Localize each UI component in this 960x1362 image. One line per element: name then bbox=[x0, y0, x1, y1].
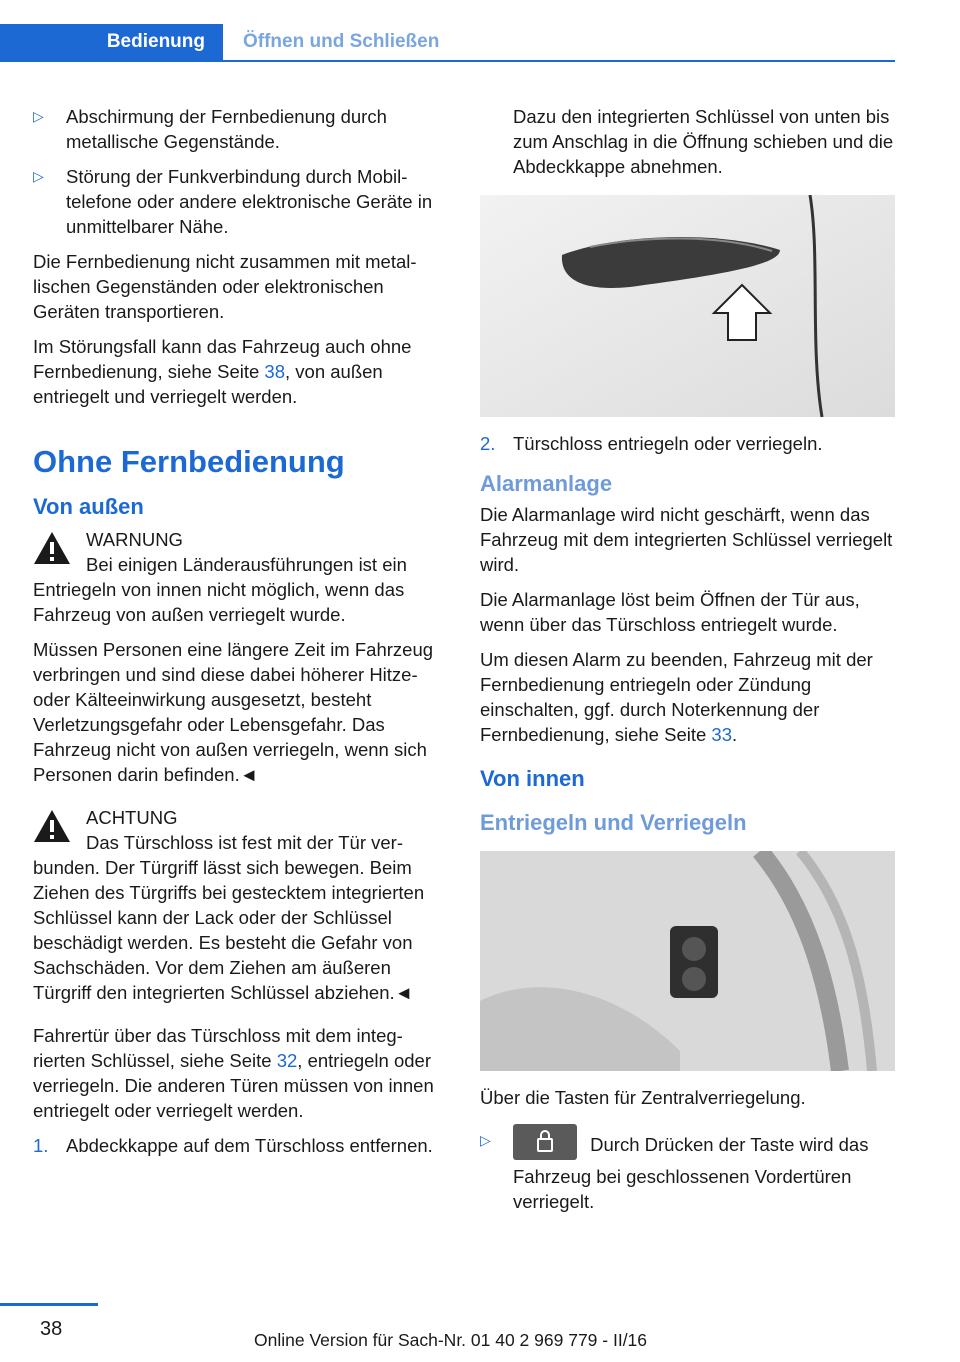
page-link[interactable]: 32 bbox=[276, 1050, 298, 1071]
right-column bbox=[480, 104, 895, 1224]
page-link[interactable]: 33 bbox=[711, 724, 732, 745]
list-item bbox=[33, 164, 448, 239]
left-column bbox=[33, 104, 448, 1168]
warning-block bbox=[33, 527, 448, 552]
page-number: 38 bbox=[40, 1318, 63, 1340]
list-item-text: Abschirmung der Fernbedienung durch metallische Gegenstände. bbox=[66, 106, 387, 152]
section-heading: Ohne Fernbedienung bbox=[33, 444, 345, 479]
page-link[interactable]: 38 bbox=[264, 361, 285, 382]
step-number: 1. bbox=[33, 1135, 49, 1156]
header-tabbar bbox=[0, 0, 960, 62]
subsubsection-heading: Entriegeln und Verriegeln bbox=[480, 810, 747, 835]
step-continuation: Dazu den integrierten Schlüssel von unten bis zum Anschlag in die Öffnung schieben und die Abdeckkappe abnehmen. bbox=[513, 106, 894, 177]
warning-title: WARNUNG bbox=[86, 529, 183, 550]
step-item bbox=[33, 1133, 448, 1158]
caption: Über die Tasten für Zentralverriegelung. bbox=[480, 1087, 806, 1108]
caution-body: Das Türschloss ist fest mit der Tür verbunden. Der Türgriff lässt sich bewegen. Beim Ziehen des Türgriffs bei gestecktem integrierten Schlüssel kann der Lack oder der Schlüssel beschädigt werden. Es besteht die Gefahr von Sachschäden. Vor dem Ziehen am äußeren Türgriff den integrierten Schlüssel abziehen.◄ bbox=[33, 832, 425, 1003]
paragraph bbox=[33, 1023, 448, 1123]
lock-button-icon bbox=[513, 1124, 577, 1160]
header-rule bbox=[0, 60, 895, 62]
triangle-bullet-icon: ▷ bbox=[33, 168, 44, 184]
tab-bedienung[interactable]: Bedienung bbox=[0, 24, 223, 60]
warning-icon bbox=[33, 809, 71, 843]
warning-body: Bei einigen Länderausführungen ist ein Entriegeln von innen nicht möglich, wenn das Fahrzeug von außen verriegelt wurde. bbox=[33, 554, 407, 625]
door-panel-illustration bbox=[480, 851, 895, 1071]
list-item bbox=[480, 1128, 895, 1214]
alarm-heading: Alarmanlage bbox=[480, 471, 613, 496]
paragraph: Die Fernbedienung nicht zusammen mit metallischen Gegenständen oder elektronischen Geräten transportieren. bbox=[33, 251, 417, 322]
caution-block bbox=[33, 805, 448, 830]
triangle-bullet-icon: ▷ bbox=[33, 108, 44, 124]
door-handle-photo bbox=[480, 195, 895, 417]
list-item-text: Durch Drücken der Taste wird das Fahrzeug bei geschlossenen Vordertüren verriegelt. bbox=[513, 1133, 869, 1212]
text: Fahrertür über das Türschloss mit dem integrierten Schlüssel, siehe Seite bbox=[33, 1025, 403, 1071]
step-text: Türschloss entriegeln oder verriegeln. bbox=[513, 433, 823, 454]
tab-oeffnen-schliessen[interactable]: Öffnen und Schließen bbox=[243, 31, 440, 52]
footer-rule bbox=[0, 1303, 98, 1306]
subsection-heading: Von außen bbox=[33, 494, 144, 519]
text: Im Störungsfall kann das Fahrzeug auch ohne Fernbedienung, siehe Seite bbox=[33, 336, 412, 382]
list-item-content bbox=[513, 1128, 895, 1214]
caution-title: ACHTUNG bbox=[86, 807, 178, 828]
warning-icon bbox=[33, 531, 71, 565]
step-item bbox=[480, 431, 895, 456]
text: , entriegeln oder verriegeln. Die anderen Türen müssen von innen entriegelt oder verriegelt werden. bbox=[33, 1050, 434, 1121]
triangle-bullet-icon: ▷ bbox=[480, 1132, 491, 1148]
step-number: 2. bbox=[480, 433, 496, 454]
text: , von außen entriegelt und verriegelt werden. bbox=[33, 361, 383, 407]
warning-paragraph: Müssen Personen eine längere Zeit im Fahrzeug verbringen und sind diese dabei höherer Hitze- oder Kälteeinwirkung ausgesetzt, besteht Verletzungsgefahr oder Lebensgefahr. Das Fahrzeug nicht von außen verriegeln, wenn sich Personen darin befinden.◄ bbox=[33, 639, 434, 785]
door-buttons-photo bbox=[480, 851, 895, 1071]
step-text: Abdeckkappe auf dem Türschloss entfernen. bbox=[66, 1135, 433, 1156]
paragraph bbox=[480, 647, 895, 747]
paragraph: Die Alarmanlage löst beim Öffnen der Tür aus, wenn über das Türschloss entriegelt wurde. bbox=[480, 589, 860, 635]
text: Um diesen Alarm zu beenden, Fahrzeug mit der Fernbedienung entriegeln oder Zündung einschalten, ggf. durch Noterkennung der Fernbedienung, siehe Seite bbox=[480, 649, 873, 745]
door-handle-illustration bbox=[480, 195, 895, 417]
subsection-heading: Von innen bbox=[480, 766, 585, 791]
footer-online-version: Online Version für Sach-Nr. 01 40 2 969 779 - II/16 bbox=[254, 1330, 648, 1350]
text: . bbox=[732, 724, 738, 745]
paragraph: Die Alarmanlage wird nicht geschärft, wenn das Fahrzeug mit dem integrierten Schlüssel verriegelt wird. bbox=[480, 504, 893, 575]
list-item-text: Störung der Funkverbindung durch Mobiltelefone oder andere elektronische Geräte in unmittelbarer Nähe. bbox=[66, 166, 433, 237]
list-item bbox=[33, 104, 448, 154]
paragraph bbox=[33, 334, 448, 409]
